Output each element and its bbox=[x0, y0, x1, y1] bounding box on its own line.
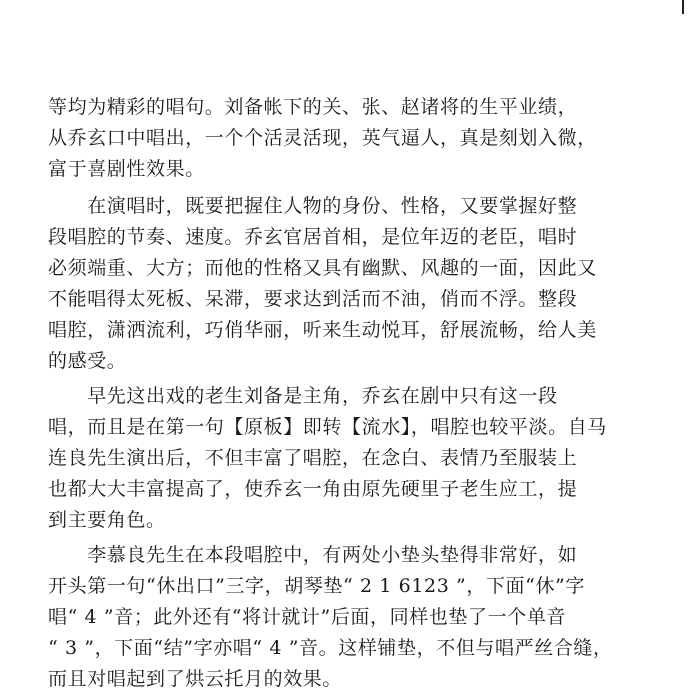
text-line: 不能唱得太死板、呆滞，要求达到活而不油，俏而不浮。整段 bbox=[48, 288, 578, 310]
text-line: 到主要角色。 bbox=[48, 509, 166, 531]
text-line: 段唱腔的节奏、速度。乔玄官居首相，是位年迈的老臣，唱时 bbox=[48, 226, 578, 248]
text-line: 李慕良先生在本段唱腔中，有两处小垫头垫得非常好，如 bbox=[48, 544, 578, 566]
text-line: 唱，而且是在第一句【原板】即转【流水】，唱腔也较平淡。自马 bbox=[48, 416, 607, 438]
text-line: 唱腔，潇洒流利，巧俏华丽，听来生动悦耳，舒展流畅，给人美 bbox=[48, 319, 597, 341]
text-line: 也都大大丰富提高了，使乔玄一角由原先硬里子老生应工，提 bbox=[48, 478, 578, 500]
text-line: 开头第一句“休出口”三字，胡琴垫“ 2 1 6123 ”，下面“休”字 bbox=[48, 575, 585, 597]
text-line: 连良先生演出后，不但丰富了唱腔，在念白、表情乃至服装上 bbox=[48, 447, 578, 469]
text-line: 早先这出戏的老生刘备是主角，乔玄在剧中只有这一段 bbox=[48, 385, 558, 407]
text-line: 而且对唱起到了烘云托月的效果。 bbox=[48, 668, 343, 690]
text-line: 的感受。 bbox=[48, 350, 127, 372]
text-line: 在演唱时，既要把握住人物的身份、性格，又要掌握好整 bbox=[48, 195, 578, 217]
text-line: 等均为精彩的唱句。刘备帐下的关、张、赵诸将的生平业绩， bbox=[48, 96, 578, 118]
page-corner-mark bbox=[682, 0, 684, 14]
text-line: “ 3 ”，下面“结”字亦唱“ 4 ”音。这样铺垫，不但与唱严丝合缝， bbox=[48, 637, 613, 659]
text-line: 从乔玄口中唱出，一个个活灵活现，英气逼人，真是刻划入微， bbox=[48, 127, 597, 149]
text-line: 富于喜剧性效果。 bbox=[48, 158, 205, 180]
text-line: 必须端重、大方；而他的性格又具有幽默、风趣的一面，因此又 bbox=[48, 257, 597, 279]
text-line: 唱“ 4 ”音；此外还有“将计就计”后面，同样也垫了一个单音 bbox=[48, 606, 567, 628]
